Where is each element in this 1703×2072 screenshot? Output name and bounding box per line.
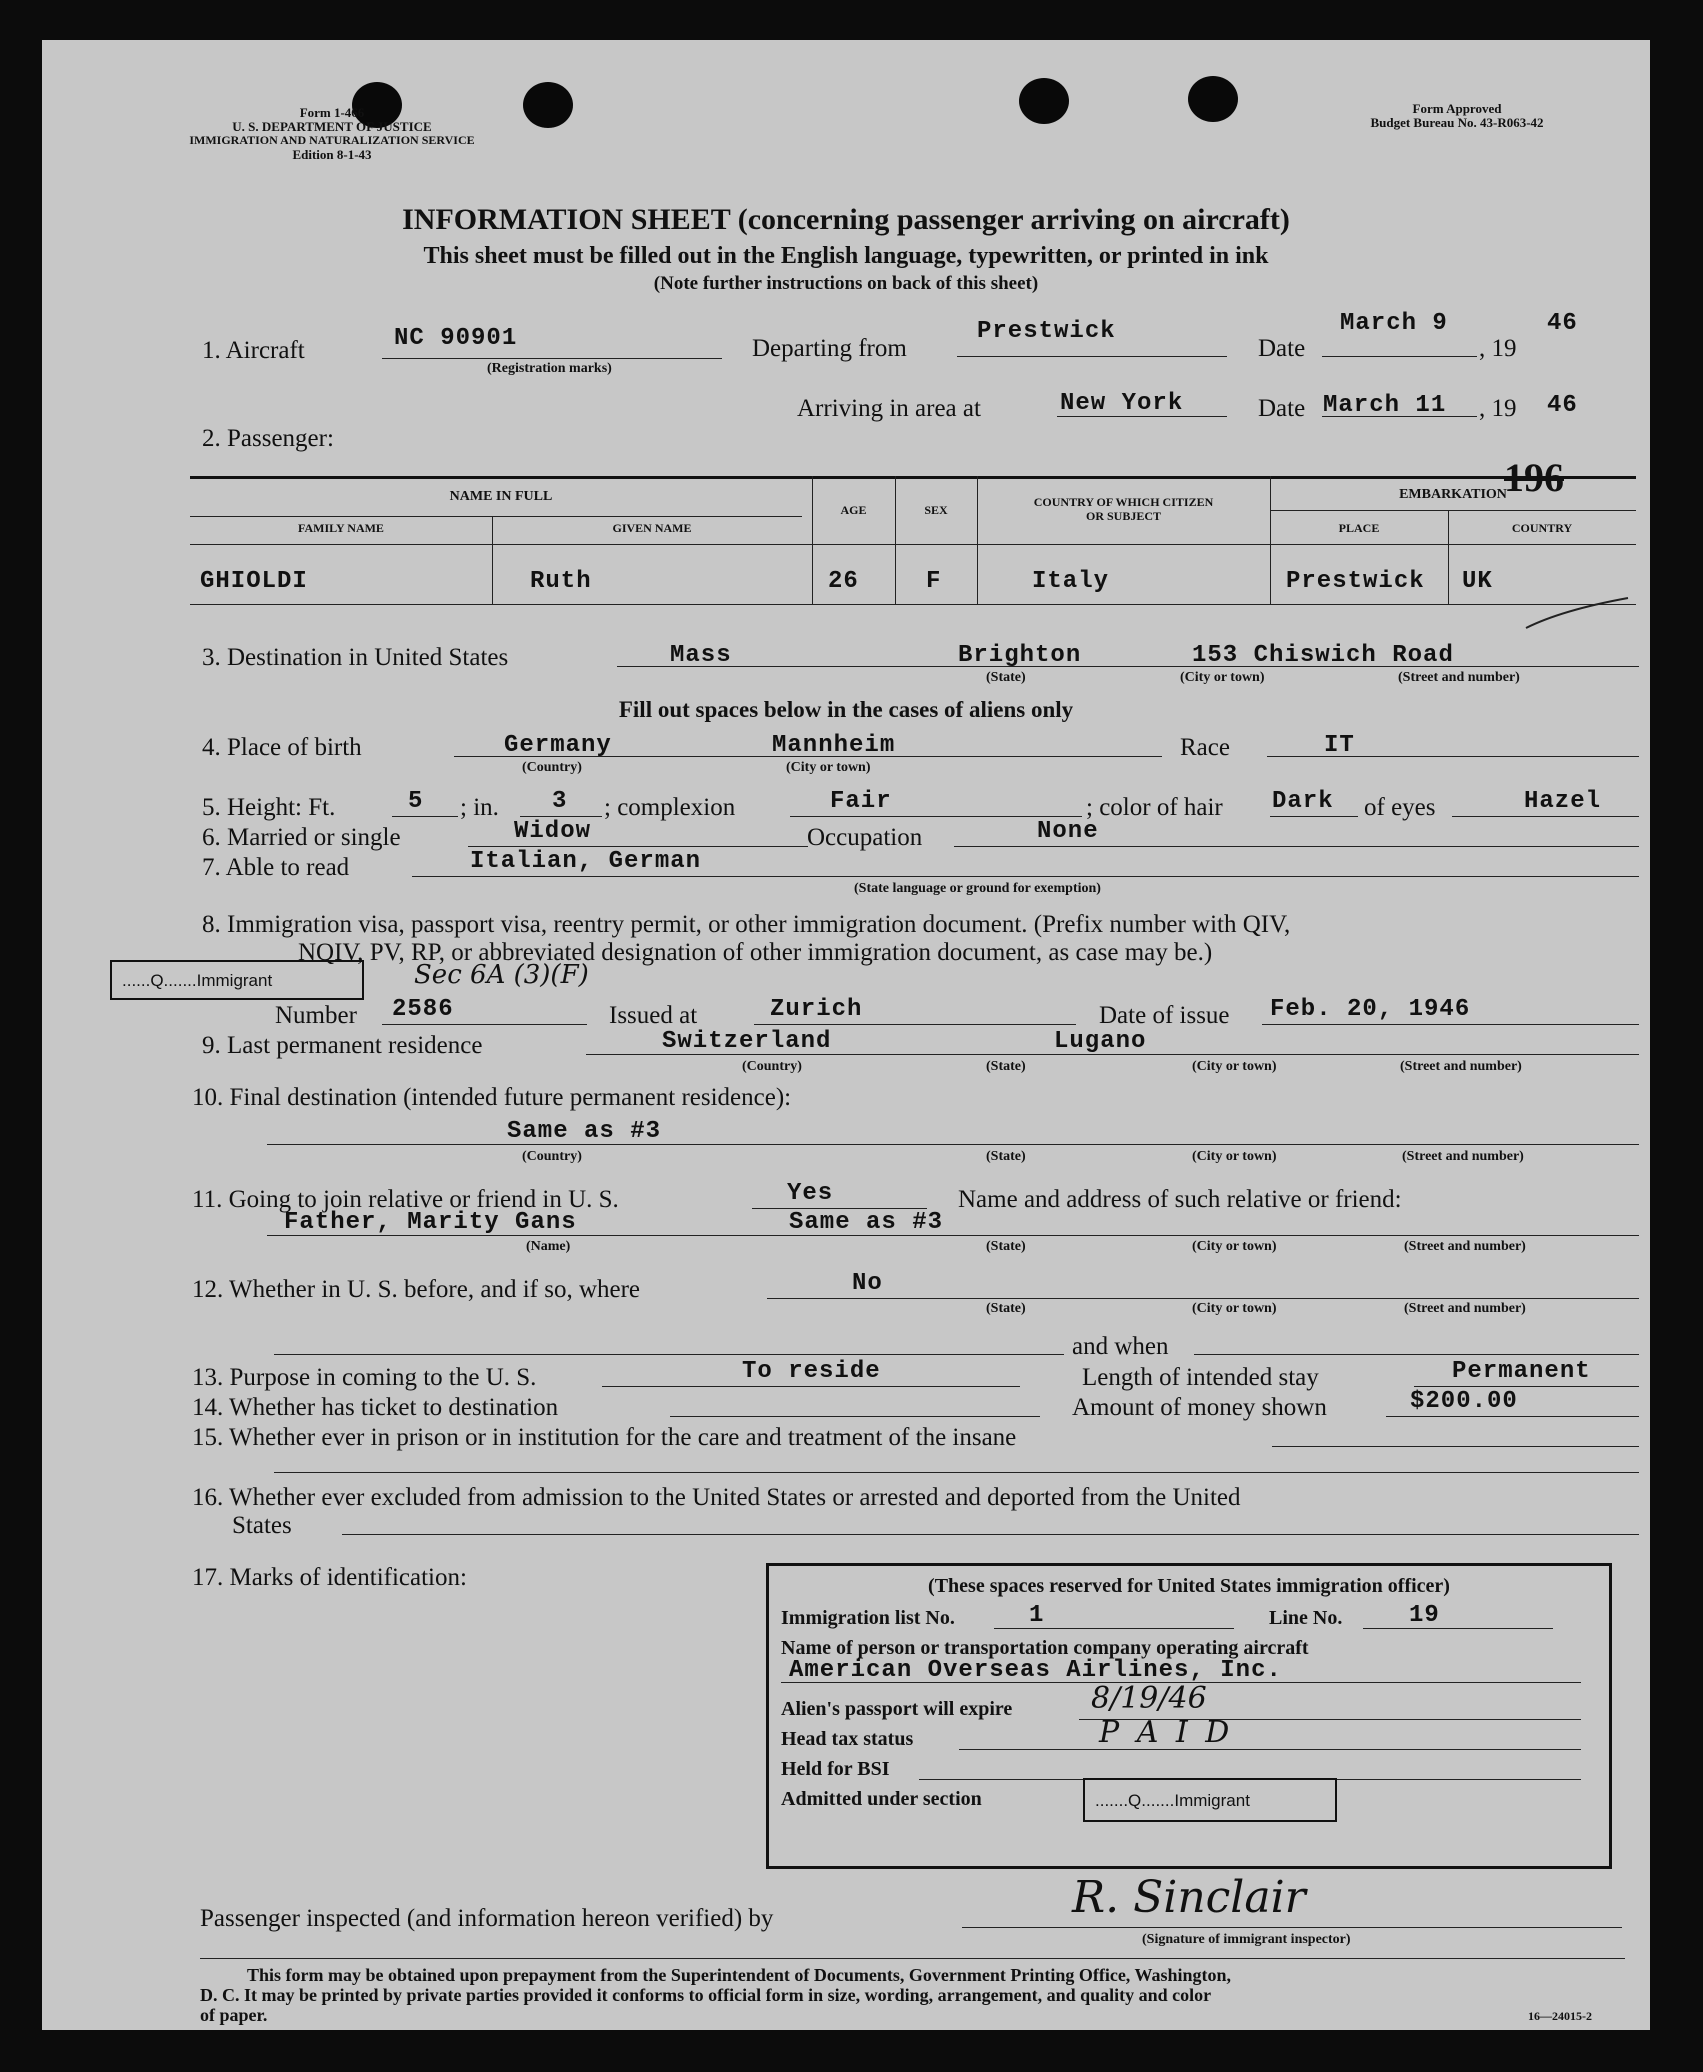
form-approved: Form Approved [1412, 101, 1502, 116]
prison-label: 15. Whether ever in prison or in institution for the care and treatment of the insane [192, 1424, 1017, 1451]
visa-number-value: 2586 [392, 996, 454, 1023]
final-destination-line [267, 1144, 1639, 1145]
stay-line [1414, 1386, 1639, 1387]
ticket-line [670, 1416, 1040, 1417]
footer-line-1: This form may be obtained upon prepayment from the Superintendent of Documents, Government Printing Office, Washington, [247, 1965, 1232, 1985]
header-family-name: FAMILY NAME [298, 521, 384, 535]
race-label: Race [1180, 734, 1230, 761]
marital-line [468, 846, 808, 847]
marital-value: Widow [514, 818, 592, 845]
age-value: 26 [828, 568, 859, 595]
departing-label: Departing from [752, 335, 907, 362]
departing-value: Prestwick [977, 318, 1116, 345]
footer-line-2: D. C. It may be printed by private parties provided it conforms to official form in size, wording, arrangement, and quality and color [200, 1985, 1212, 2005]
handwritten-section: Sec 6A (3)(F) [414, 960, 589, 990]
header-name-in-full: NAME IN FULL [449, 489, 553, 504]
arriving-label: Arriving in area at [797, 395, 981, 422]
immigration-doc-label-1: 8. Immigration visa, passport visa, reentry permit, or other immigration document. (Prefix number with QIV, [202, 911, 1291, 938]
arrival-year-prefix: , 19 [1479, 395, 1517, 422]
destination-line [617, 666, 1639, 667]
head-tax-value: P A I D [1099, 1715, 1234, 1750]
officer-box [766, 1563, 1612, 1869]
company-label: Name of person or transportation company operating aircraft [781, 1637, 1309, 1659]
header-sex: SEX [924, 503, 948, 517]
year-prefix: , 19 [1479, 335, 1517, 362]
in-line [520, 816, 602, 817]
complexion-label: ; complexion [604, 794, 736, 821]
header-or-subject: OR SUBJECT [1085, 509, 1162, 523]
sub-city: (City or town) [1192, 1059, 1277, 1074]
able-to-read-label: 7. Able to read [202, 854, 350, 881]
sub-city: (City or town) [1192, 1239, 1277, 1254]
complexion-line [790, 816, 1082, 817]
officer-box-title: (These spaces reserved for United States immigration officer) [928, 1575, 1450, 1597]
date-of-issue-value: Feb. 20, 1946 [1270, 996, 1471, 1023]
marital-label: 6. Married or single [202, 824, 401, 851]
header-country-citizen: COUNTRY OF WHICH CITIZEN [1033, 495, 1214, 509]
embarkation-country-value: UK [1462, 568, 1493, 595]
service-name: IMMIGRATION AND NATURALIZATION SERVICE [189, 133, 475, 147]
date-of-issue-label: Date of issue [1099, 1002, 1230, 1029]
departure-year-value: 46 [1547, 310, 1578, 337]
sub-name: (Name) [526, 1239, 571, 1254]
when-line-right [1194, 1354, 1639, 1355]
sub-state: (State) [986, 1059, 1026, 1074]
purpose-label: 13. Purpose in coming to the U. S. [192, 1364, 537, 1391]
able-to-read-line [412, 876, 1639, 877]
ft-line [392, 816, 458, 817]
document-sheet [42, 40, 1650, 2030]
sub-street: (Street and number) [1398, 670, 1520, 685]
form-code: 16—24015-2 [1528, 2009, 1592, 2023]
destination-city-value: Brighton [958, 642, 1082, 669]
header-given-name: GIVEN NAME [612, 521, 692, 535]
admitted-stamp-text: .......Q.......Immigrant [1095, 1791, 1250, 1810]
number-label: Number [275, 1002, 357, 1029]
passenger-label: 2. Passenger: [202, 425, 334, 452]
sub-city: (City or town) [786, 760, 871, 775]
instruction-note: (Note further instructions on back of this sheet) [653, 273, 1039, 294]
punch-hole [1188, 76, 1238, 122]
header-place: PLACE [1338, 521, 1380, 535]
admitted-stamp-box [1083, 1778, 1337, 1822]
money-value: $200.00 [1410, 1388, 1518, 1415]
previous-us-label: 12. Whether in U. S. before, and if so, where [192, 1276, 641, 1303]
registration-sublabel: (Registration marks) [487, 361, 612, 376]
birth-city-value: Mannheim [772, 732, 896, 759]
passport-expire-label: Alien's passport will expire [781, 1698, 1013, 1720]
sub-street: (Street and number) [1404, 1301, 1526, 1316]
hair-value: Dark [1272, 788, 1334, 815]
date-of-issue-line [1262, 1024, 1639, 1025]
occupation-line [954, 846, 1639, 847]
race-value: IT [1324, 732, 1355, 759]
destination-label: 3. Destination in United States [202, 644, 509, 671]
prison-line-1 [1272, 1446, 1639, 1447]
excluded-label-1: 16. Whether ever excluded from admission to the United States or arrested and deported from the United [192, 1484, 1241, 1511]
punch-hole [1019, 78, 1069, 124]
complexion-value: Fair [830, 788, 892, 815]
final-destination-label: 10. Final destination (intended future permanent residence): [192, 1084, 792, 1111]
admitted-label: Admitted under section [781, 1788, 982, 1810]
when-line-left [274, 1354, 1064, 1355]
sub-state: (State) [986, 1149, 1026, 1164]
immigrant-stamp-box [110, 960, 364, 1000]
last-residence-city-value: Lugano [1054, 1028, 1147, 1055]
eyes-value: Hazel [1524, 788, 1602, 815]
arrival-date-label: Date [1258, 395, 1306, 422]
departure-date-value: March 9 [1340, 310, 1448, 337]
head-tax-label: Head tax status [781, 1728, 914, 1750]
header-age: AGE [840, 503, 867, 517]
sub-country: (Country) [522, 1149, 582, 1164]
header-embarkation: EMBARKATION [1399, 487, 1507, 502]
sub-city: (City or town) [1180, 670, 1265, 685]
relative-name-label: Name and address of such relative or friend: [958, 1186, 1402, 1213]
aircraft-value: NC 90901 [394, 325, 518, 352]
in-label: ; in. [460, 794, 499, 821]
sex-value: F [926, 568, 942, 595]
date-line [1322, 356, 1477, 357]
aliens-only-note: Fill out spaces below in the cases of aliens only [618, 697, 1074, 722]
signature-sublabel: (Signature of immigrant inspector) [1142, 1932, 1351, 1947]
join-relative-value: Yes [787, 1180, 834, 1207]
signature-line [962, 1927, 1622, 1928]
date-label: Date [1258, 335, 1306, 362]
passport-expire-value: 8/19/46 [1091, 1681, 1207, 1716]
departing-line [957, 356, 1227, 357]
number-line [382, 1024, 587, 1025]
arrival-date-value: March 11 [1323, 392, 1447, 419]
pencil-mark [1522, 596, 1632, 632]
previous-us-value: No [852, 1270, 883, 1297]
inspected-by-label: Passenger inspected (and information hereon verified) by [200, 1905, 774, 1932]
stamp-number: 196 [1504, 455, 1564, 500]
purpose-line [602, 1386, 1020, 1387]
page-title: INFORMATION SHEET (concerning passenger arriving on aircraft) [402, 203, 1290, 236]
sub-street: (Street and number) [1404, 1239, 1526, 1254]
edition-date: Edition 8-1-43 [292, 147, 372, 162]
budget-bureau-no: Budget Bureau No. 43-R063-42 [1370, 115, 1544, 130]
destination-state-value: Mass [670, 642, 732, 669]
race-line [1267, 756, 1639, 757]
height-ft-value: 5 [408, 788, 424, 815]
bsi-label: Held for BSI [781, 1758, 890, 1780]
eyes-line [1452, 816, 1639, 817]
arrival-year-value: 46 [1547, 392, 1578, 419]
header-country: COUNTRY [1511, 521, 1573, 535]
destination-street-value: 153 Chiswich Road [1192, 642, 1454, 669]
sub-state: (State) [986, 670, 1026, 685]
sub-country: (Country) [522, 760, 582, 775]
money-line [1386, 1416, 1639, 1417]
height-label: 5. Height: Ft. [202, 794, 336, 821]
punch-hole [523, 82, 573, 128]
hair-line [1270, 816, 1358, 817]
marks-label: 17. Marks of identification: [192, 1564, 467, 1591]
when-label: and when [1072, 1333, 1169, 1360]
line-no-value: 19 [1409, 1602, 1440, 1629]
list-no-label: Immigration list No. [781, 1607, 955, 1629]
prison-line-2 [274, 1472, 1639, 1473]
occupation-value: None [1037, 818, 1099, 845]
footer-line-3: of paper. [200, 2005, 268, 2025]
line-no-label: Line No. [1269, 1607, 1343, 1629]
birthplace-label: 4. Place of birth [202, 734, 362, 761]
company-value: American Overseas Airlines, Inc. [789, 1657, 1282, 1684]
purpose-value: To reside [742, 1358, 881, 1385]
issued-at-label: Issued at [609, 1002, 698, 1029]
birth-country-value: Germany [504, 732, 612, 759]
department-name: U. S. DEPARTMENT OF JUSTICE [232, 119, 432, 134]
citizenship-value: Italy [1032, 568, 1110, 595]
arriving-value: New York [1060, 390, 1184, 417]
previous-us-line [767, 1298, 1639, 1299]
last-residence-country-value: Switzerland [662, 1028, 832, 1055]
aircraft-line [382, 358, 722, 359]
embarkation-place-value: Prestwick [1286, 568, 1425, 595]
footer-divider [200, 1958, 1625, 1959]
occupation-label: Occupation [807, 824, 923, 851]
join-relative-label: 11. Going to join relative or friend in U. S. [192, 1186, 619, 1213]
sub-country: (Country) [742, 1059, 802, 1074]
ticket-label: 14. Whether has ticket to destination [192, 1394, 559, 1421]
relative-address-value: Same as #3 [789, 1209, 944, 1236]
language-sublabel: (State language or ground for exemption) [854, 881, 1101, 896]
sub-state: (State) [986, 1239, 1026, 1254]
stay-label: Length of intended stay [1082, 1364, 1319, 1391]
final-destination-value: Same as #3 [507, 1118, 662, 1145]
money-label: Amount of money shown [1072, 1394, 1327, 1421]
aircraft-label: 1. Aircraft [202, 337, 305, 364]
immigration-doc-label-2: NQIV, PV, RP, or abbreviated designation of other immigration document, as case may be.) [298, 939, 1213, 966]
sub-city: (City or town) [1192, 1301, 1277, 1316]
inspector-signature: R. Sinclair [1072, 1872, 1306, 1923]
list-no-value: 1 [1029, 1602, 1045, 1629]
family-name-value: GHIOLDI [200, 568, 308, 595]
sub-city: (City or town) [1192, 1149, 1277, 1164]
given-name-value: Ruth [530, 568, 592, 595]
issued-at-line [754, 1024, 1076, 1025]
form-number: Form 1-466 [299, 105, 365, 120]
head-tax-line [959, 1749, 1581, 1750]
last-residence-label: 9. Last permanent residence [202, 1032, 483, 1059]
excluded-label-2: States [232, 1512, 292, 1539]
languages-value: Italian, German [470, 848, 702, 875]
height-in-value: 3 [552, 788, 568, 815]
excluded-line [342, 1534, 1639, 1535]
relative-name-value: Father, Marity Gans [284, 1209, 577, 1236]
sub-street: (Street and number) [1402, 1149, 1524, 1164]
line-no-line [1363, 1628, 1553, 1629]
hair-label: ; color of hair [1086, 794, 1223, 821]
sub-street: (Street and number) [1400, 1059, 1522, 1074]
issued-at-value: Zurich [770, 996, 863, 1023]
stay-value: Permanent [1452, 1358, 1591, 1385]
eyes-label: of eyes [1364, 794, 1436, 821]
immigrant-stamp-text: ......Q.......Immigrant [122, 971, 273, 990]
page-subtitle: This sheet must be filled out in the English language, typewritten, or printed in ink [423, 243, 1269, 269]
sub-state: (State) [986, 1301, 1026, 1316]
